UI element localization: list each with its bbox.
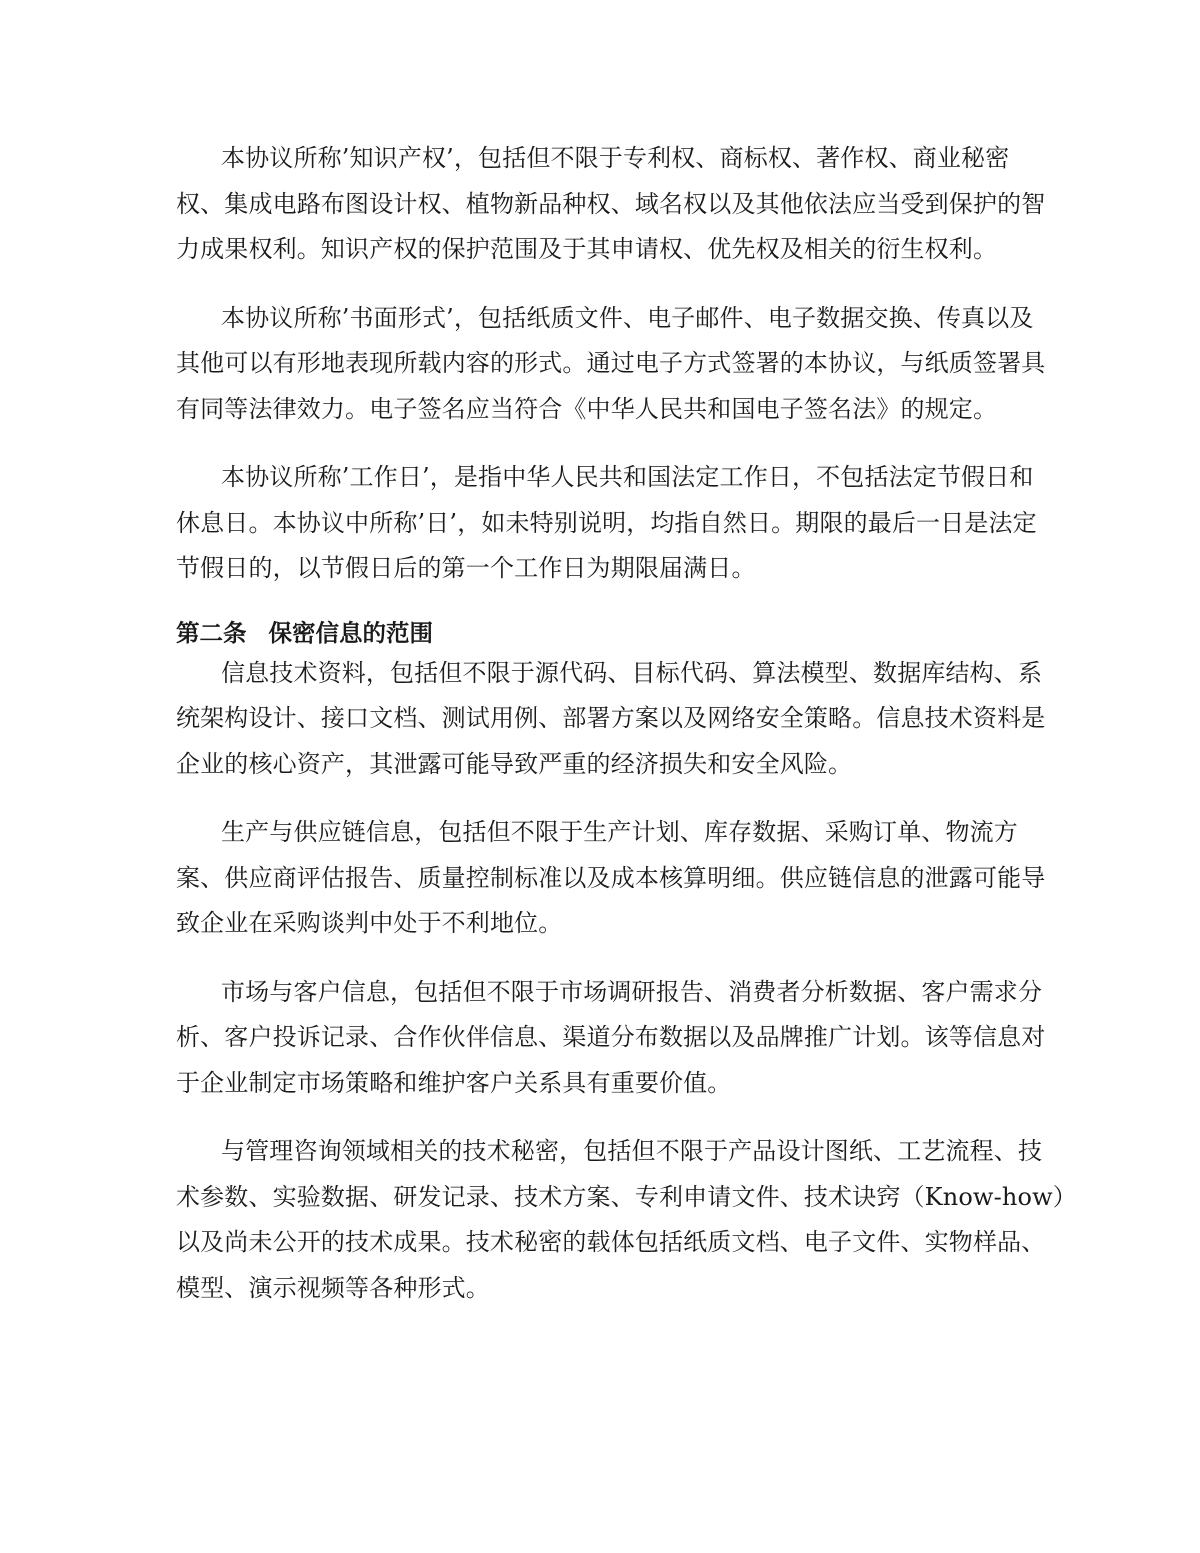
paragraph-technical-secrets <box>176 1129 1077 1311</box>
text-line: 生产与供应链信息，包括但不限于生产计划、库存数据、采购订单、物流方 <box>221 818 1018 846</box>
text-line: 信息技术资料，包括但不限于源代码、目标代码、算法模型、数据库结构、系 <box>221 658 1043 687</box>
definition-ip <box>176 136 1046 273</box>
text-line: 本协议所称’知识产权’，包括但不限于专利权、商标权、著作权、商业秘密 <box>221 144 1010 172</box>
article-2 <box>176 615 1077 1312</box>
paragraph-market-customer <box>176 970 1046 1107</box>
text-line: 力成果权利。知识产权的保护范围及于其申请权、优先权及相关的衍生权利。 <box>176 235 998 263</box>
document-body <box>176 136 1077 1334</box>
definition-working-day <box>176 455 1037 592</box>
text-line: 于企业制定市场策略和维护客户关系具有重要价值。 <box>176 1068 732 1097</box>
text-line: 术参数、实验数据、研发记录、技术方案、专利申请文件、技术诀窍（Know-how） <box>176 1182 1077 1211</box>
article-title: 保密信息的范围 <box>268 618 433 647</box>
article-number: 第二条 <box>176 618 247 647</box>
text-line: 市场与客户信息，包括但不限于市场调研报告、消费者分析数据、客户需求分 <box>221 977 1043 1006</box>
text-line: 休息日。本协议中所称’日’，如未特别说明，均指自然日。期限的最后一日是法定 <box>176 508 1037 537</box>
text-line: 本协议所称’工作日’，是指中华人民共和国法定工作日，不包括法定节假日和 <box>221 463 1034 491</box>
text-line: 模型、演示视频等各种形式。 <box>176 1273 490 1302</box>
text-line: 其他可以有形地表现所载内容的形式。通过电子方式签署的本协议，与纸质签署具 <box>176 349 1046 377</box>
text-line: 企业的核心资产，其泄露可能导致严重的经济损失和安全风险。 <box>176 749 853 778</box>
text-line: 案、供应商评估报告、质量控制标准以及成本核算明细。供应链信息的泄露可能导 <box>176 863 1046 892</box>
definition-written-form <box>176 296 1046 433</box>
text-line: 析、客户投诉记录、合作伙伴信息、渠道分布数据以及品牌推广计划。该等信息对 <box>176 1023 1046 1051</box>
text-line: 权、集成电路布图设计权、植物新品种权、域名权以及其他依法应当受到保护的智 <box>176 189 1046 218</box>
article-heading <box>176 615 1026 651</box>
text-line: 有同等法律效力。电子签名应当符合《中华人民共和国电子签名法》的规定。 <box>176 394 998 423</box>
text-line: 统架构设计、接口文档、测试用例、部署方案以及网络安全策略。信息技术资料是 <box>176 704 1046 732</box>
text-line: 与管理咨询领域相关的技术秘密，包括但不限于产品设计图纸、工艺流程、技 <box>221 1137 1043 1165</box>
text-line: 以及尚未公开的技术成果。技术秘密的载体包括纸质文档、电子文件、实物样品、 <box>176 1228 1046 1256</box>
paragraph-it-materials <box>176 651 1046 788</box>
paragraph-supply-chain <box>176 810 1046 947</box>
text-line: 致企业在采购谈判中处于不利地位。 <box>176 909 563 937</box>
text-line: 节假日的，以节假日后的第一个工作日为期限届满日。 <box>176 554 756 582</box>
text-line: 本协议所称’书面形式’，包括纸质文件、电子邮件、电子数据交换、传真以及 <box>221 303 1034 332</box>
